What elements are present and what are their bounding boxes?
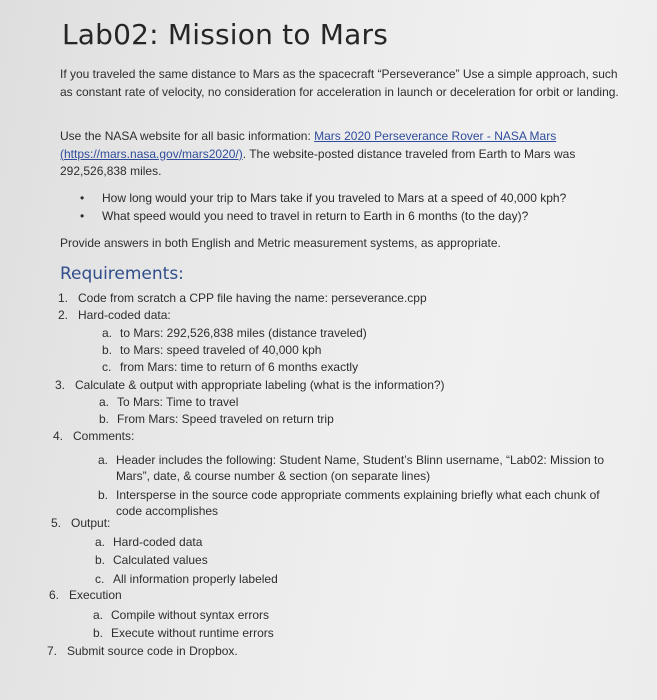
item-marker: 6. [49,588,60,602]
item-marker: b. [98,488,109,502]
item-text: Calculate & output with appropriate labeling (what is the information?) [75,378,445,392]
item-marker: c. [95,572,105,586]
item-text: Execution [69,588,122,602]
item-text: To Mars: Time to travel [117,395,239,409]
item-text: Hard-coded data: [78,308,171,322]
item-text: Code from scratch a CPP file having the name: perseverance.cpp [78,291,427,305]
item-marker: b. [99,412,110,426]
nasa-link[interactable]: Mars 2020 Perseverance Rover - NASA Mars [314,129,557,143]
item-text: Compile without syntax errors [111,608,270,622]
item-marker: 4. [53,429,64,443]
bullet-icon: • [80,209,85,223]
item-marker: a. [93,608,104,622]
requirement-subitem-cont: Mars”, date, & course number & section (on separate lines) [116,469,431,483]
item-marker: c. [102,360,112,374]
item-text: Execute without runtime errors [111,626,274,640]
item-marker: a. [99,395,110,409]
item-text: From Mars: Speed traveled on return trip [117,412,334,426]
item-marker: b. [102,343,113,357]
item-marker: b. [93,626,104,640]
requirement-subitem-cont: code accomplishes [116,504,219,518]
nasa-text-before: Use the NASA website for all basic information: [60,129,315,143]
item-marker: 5. [51,516,62,530]
item-marker: 7. [47,644,58,658]
item-text: Intersperse in the source code appropriate comments explaining briefly what each chunk of [116,488,600,502]
item-marker: a. [102,326,113,340]
item-marker: 1. [58,291,69,305]
bullet-icon: • [80,191,85,205]
item-marker: b. [95,553,106,567]
item-text: Submit source code in Dropbox. [67,644,238,658]
question-text: What speed would you need to travel in return to Earth in 6 months (to the day)? [102,209,529,223]
nasa-url[interactable]: (https://mars.nasa.gov/mars2020/) [60,146,243,161]
item-text: Hard-coded data [113,535,203,549]
item-text: Output: [71,516,111,530]
item-text: from Mars: time to return of 6 months exactly [120,360,359,374]
item-text: Calculated values [113,553,208,567]
requirements-heading: Requirements: [60,264,184,284]
item-text: Comments: [73,429,135,443]
answers-note: Provide answers in both English and Metric measurement systems, as appropriate. [60,236,501,250]
nasa-text-after: . The website-posted distance traveled from Earth to Mars was 292,526,838 miles. [60,146,576,178]
item-marker: 3. [55,378,66,392]
item-text: to Mars: speed traveled of 40,000 kph [120,343,322,357]
item-marker: a. [95,535,106,549]
page-title: Lab02: Mission to Mars [62,18,388,51]
item-text: to Mars: 292,526,838 miles (distance traveled) [120,326,367,340]
item-text: All information properly labeled [113,572,278,586]
item-marker: 2. [58,308,69,322]
nasa-paragraph [60,128,620,181]
intro-paragraph: If you traveled the same distance to Mars as the spacecraft “Perseverance” Use a simple approach, such as constant rate of velocity, no consideration for acceleration in launch or deceleration for orbit or landing. [60,67,619,99]
item-marker: a. [98,453,109,467]
question-text: How long would your trip to Mars take if you traveled to Mars at a speed of 40,000 kph? [102,191,567,205]
item-text: Header includes the following: Student Name, Student’s Blinn username, “Lab02: Mission to [116,453,605,467]
